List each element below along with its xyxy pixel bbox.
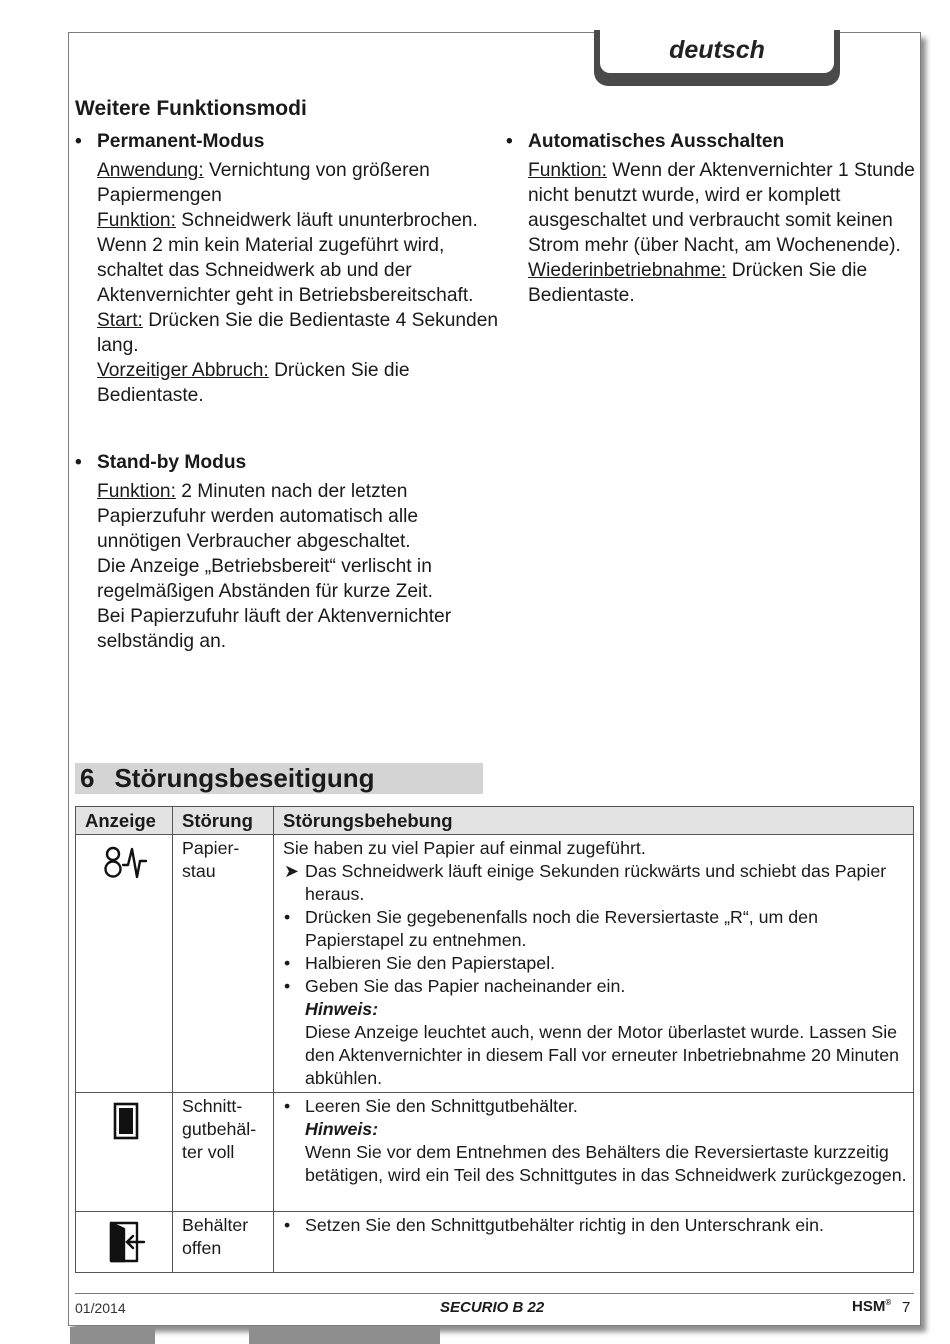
section-title-modes: Weitere Funktionsmodi [75, 97, 307, 120]
remedy-list [283, 860, 907, 998]
anwendung-text: Vernichtung von größeren Papiermengen [97, 160, 430, 206]
display-cell [76, 835, 173, 1093]
column-header-fault: Störung [173, 807, 274, 835]
start-label: Start: [97, 310, 143, 331]
auto-off-funktion-text: Wenn der Aktenvernichter 1 Stunde nicht benutzt wurde, wird er komplett ausgeschaltet und verbraucht somit keinen Strom mehr (über Nacht, am Wochenende). [528, 160, 915, 256]
footer-date: 01/2014 [75, 1300, 126, 1316]
list-item: • Setzen Sie den Schnittgutbehälter richtig in den Unterschrank ein. [284, 1215, 824, 1235]
standby-text-2: Die Anzeige „Betriebsbereit“ verlischt in regelmäßigen Abständen für kurze Zeit. [97, 556, 433, 602]
footer-model: SECURIO B 22 [440, 1299, 545, 1316]
fault-cell: Behälter offen [173, 1212, 274, 1273]
bullet-icon: • [75, 452, 82, 473]
remedy-intro: Sie haben zu viel Papier auf einmal zugeführt. [283, 838, 646, 858]
abbruch-text: Drücken Sie die Bedientaste. [97, 360, 410, 406]
section-number: 6 [80, 763, 95, 793]
fault-cell: Schnitt-gutbehäl-ter voll [173, 1093, 274, 1212]
door-open-icon [106, 1220, 146, 1264]
table-row [76, 1212, 914, 1273]
column-header-remedy: Störungsbehebung [274, 807, 914, 835]
list-item: • Drücken Sie gegebenenfalls noch die Reversiertaste „R“, um den Papierstapel zu entnehmen. [284, 907, 818, 950]
abbruch-label: Vorzeitiger Abbruch: [97, 360, 269, 381]
paper-jam-icon [103, 843, 149, 883]
auto-off-funktion-label: Funktion: [528, 160, 607, 181]
remedy-cell [274, 835, 914, 1093]
column-header-display: Anzeige [76, 807, 173, 835]
remedy-cell [274, 1093, 914, 1212]
auto-off-body [506, 158, 916, 308]
start-text: Drücken Sie die Bedientaste 4 Sekunden lang. [97, 310, 499, 356]
permanent-mode-body [75, 158, 500, 408]
footer-divider [75, 1293, 914, 1294]
brand-logo: HSM® [852, 1298, 892, 1315]
standby-funktion-text: 2 Minuten nach der letzten Papierzufuhr werden automatisch alle unnötigen Verbraucher abgeschaltet. [97, 481, 419, 552]
list-item: ➤ Das Schneidwerk läuft einige Sekunden rückwärts und schiebt das Papier heraus. [284, 861, 887, 904]
restart-label: Wiederinbetriebnahme: [528, 260, 727, 281]
bullet-icon: • [75, 131, 82, 152]
section-6-heading [75, 763, 483, 794]
remedy-list [283, 1214, 907, 1237]
anwendung-label: Anwendung: [97, 160, 204, 181]
table-header-row [76, 807, 914, 835]
list-item: • Leeren Sie den Schnittgutbehälter. [284, 1096, 578, 1116]
standby-text-3: Bei Papierzufuhr läuft der Aktenvernichter selbständig an. [97, 606, 452, 652]
table-row [76, 1093, 914, 1212]
bullet-icon: • [506, 131, 513, 152]
standby-mode-body [75, 479, 500, 654]
standby-mode-heading: • Stand-by Modus [75, 452, 247, 473]
restart-text: Drücken Sie die Bedientaste. [528, 260, 868, 306]
list-item: • Halbieren Sie den Papierstapel. [284, 953, 556, 973]
standby-funktion-label: Funktion: [97, 481, 176, 502]
language-label: deutsch [600, 30, 834, 73]
note-text: Diese Anzeige leuchtet auch, wenn der Motor überlastet wurde. Lassen Sie den Aktenvernichter in diesem Fall vor erneuter Inbetriebnahme 20 Minuten abkühlen. [305, 1022, 900, 1088]
remedy-cell [274, 1212, 914, 1273]
note-label: Hinweis: [305, 1119, 379, 1139]
note-text: Wenn Sie vor dem Entnehmen des Behälters die Reversiertaste kurzzeitig betätigen, wird ein Teil des Schnittgutes in das Schneidwerk zurückgezogen. [305, 1142, 907, 1185]
funktion-text: Schneidwerk läuft ununterbrochen. Wenn 2 min kein Material zugeführt wird, schaltet das Schneidwerk ab und der Aktenvernichter geht in Betriebsbereitschaft. [97, 210, 478, 306]
list-item: • Geben Sie das Papier nacheinander ein. [284, 976, 626, 996]
display-cell [76, 1212, 173, 1273]
fault-cell: Papier-stau [173, 835, 274, 1093]
remedy-note [283, 1118, 907, 1187]
right-column [506, 129, 916, 308]
table-row [76, 835, 914, 1093]
section-title: Störungsbeseitigung [114, 763, 375, 793]
permanent-mode-heading: • Permanent-Modus [75, 131, 265, 152]
bottom-decor-strip [70, 1327, 155, 1344]
troubleshooting-table [75, 806, 914, 1273]
display-cell [76, 1093, 173, 1212]
bin-full-icon [111, 1101, 141, 1141]
remedy-note [283, 998, 907, 1090]
bottom-decor-strip [249, 1327, 440, 1344]
remedy-list [283, 1095, 907, 1118]
funktion-label: Funktion: [97, 210, 176, 231]
page-number: 7 [902, 1299, 911, 1316]
note-label: Hinweis: [305, 999, 379, 1019]
left-column [75, 129, 500, 654]
auto-off-heading: • Automatisches Ausschalten [506, 131, 785, 152]
